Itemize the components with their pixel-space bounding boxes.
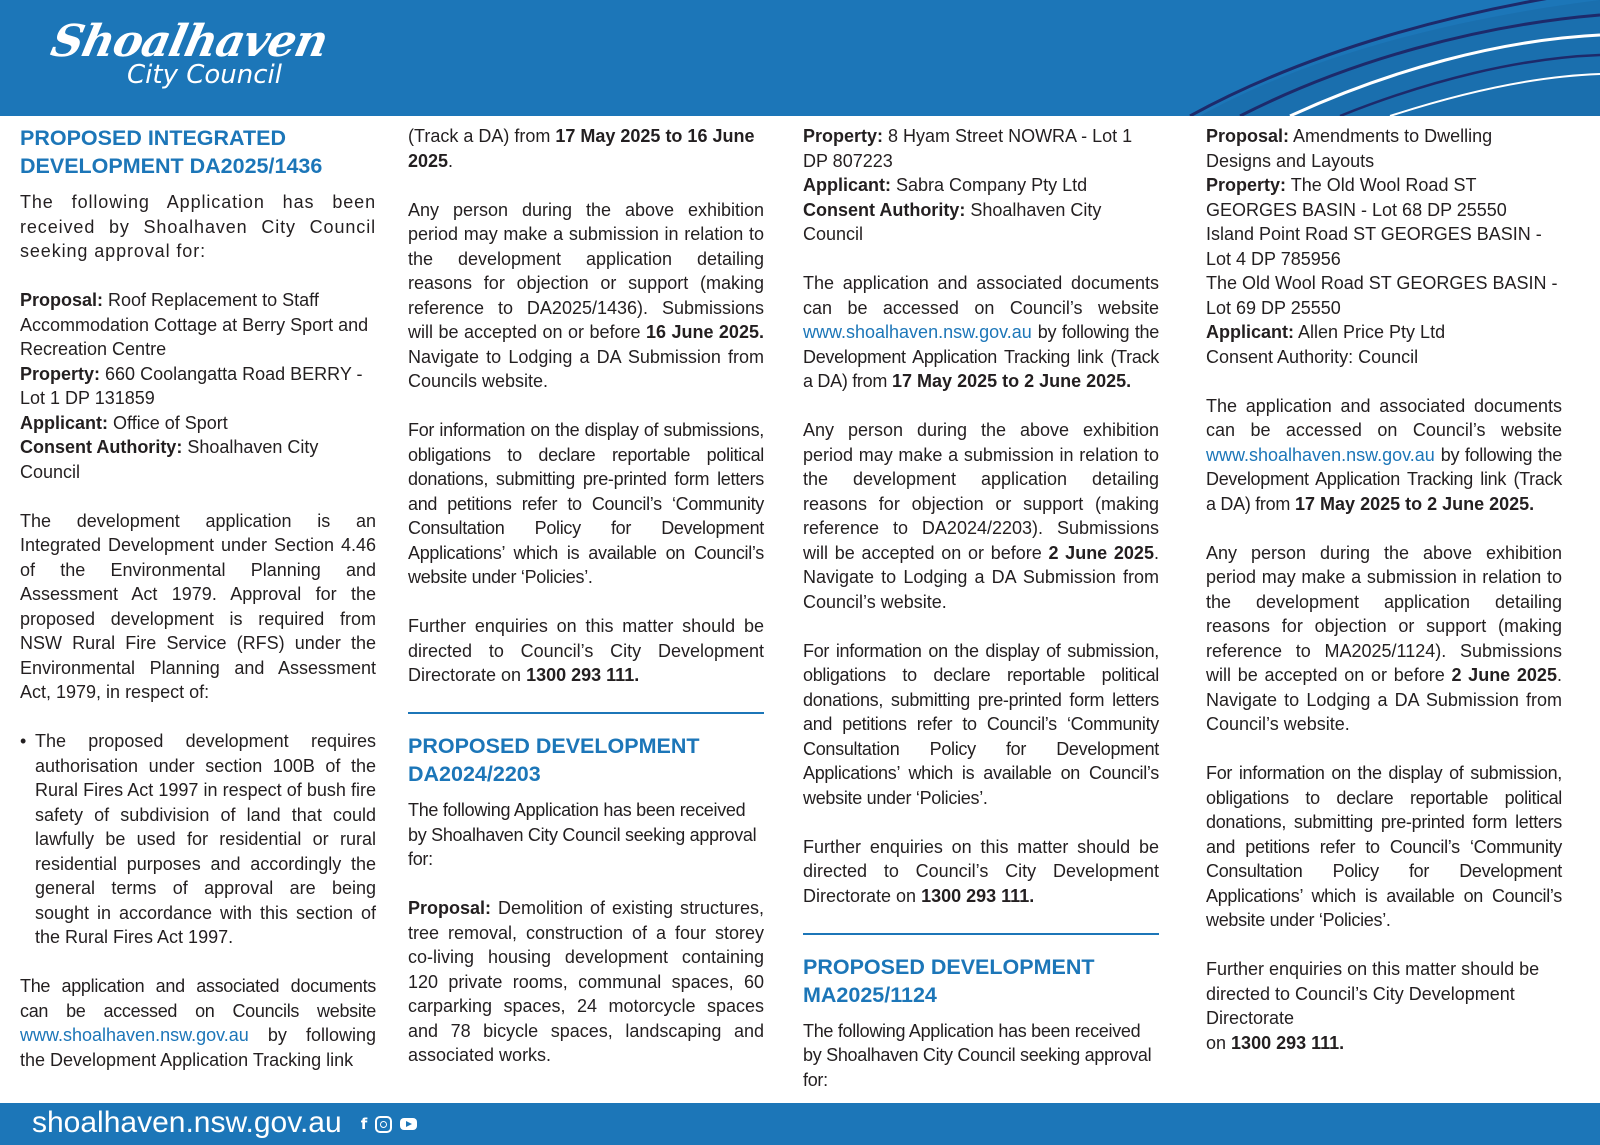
council-website-link[interactable]: www.shoalhaven.nsw.gov.au [803,322,1032,342]
exhibition-dates: 17 May 2025 to 2 June 2025. [1295,493,1535,514]
integrated-development-text: The development application is an Integrated Development under Section 4.46 of the Environmental Planning and Assessment Act 1979. Approval for the proposed development is required from NSW Rural Fire Service (RFS) under the Environmental Planning and Assessment Act, 1979, in respect of: [20,510,376,702]
consent-authority-value: Shoalhaven City Council [803,199,1102,244]
navigate-text: Navigate to Lodging a DA Submission from Councils website. [408,346,764,391]
applicant-value: Allen Price Pty Ltd [1298,322,1446,342]
submission-text: Any person during the above exhibition period may make a submission in relation to the development application detailing reasons for objection or support (making reference to DA2025/1436). Submissions will be accepted on or before 16 June 2025. Navigate to Lodging a DA Submission from Councils website. [408,199,764,391]
enquiries-text: Further enquiries on this matter should be directed to Council’s City Development Directorate on 1300 293 111. [803,836,1159,906]
submission-text: Any person during the above exhibition period may make a submission in relation to the development application detailing reasons for objection or support (making reference to MA2025/1124). Submissions will be accepted on or before 2 June 2025. Navigate to Lodging a DA Submission from Council’s website. [1206,542,1562,734]
submission-date: 2 June 2025 [1451,665,1557,685]
proposal-value: Amendments to Dwelling Designs and Layouts [1206,126,1493,171]
phone-number: 1300 293 111. [1231,1032,1345,1053]
property-label: Property: [803,126,884,146]
council-logo[interactable] [46,16,332,90]
exhibition-dates: 17 May 2025 to 16 June 2025 [408,126,755,171]
footer-bar [0,1103,1600,1145]
section-divider [408,712,764,714]
applicant-label: Applicant: [20,412,108,433]
property-value-2: Island Point Road ST GEORGES BASIN - Lot 4 DP 785956 [1206,224,1542,269]
property-value: 660 Coolangatta Road BERRY - Lot 1 DP 131859 [20,363,363,408]
exhibition-dates: 17 May 2025 to 2 June 2025. [892,371,1132,391]
council-website-link[interactable]: www.shoalhaven.nsw.gov.au [20,1025,249,1045]
phone-number: 1300 293 111. [921,885,1035,906]
instagram-icon[interactable] [375,1116,392,1133]
access-documents-text: The application and associated documents can be accessed on Council’s website www.shoalhaven.nsw.gov.au by following the Development Application Tracking link (Track a DA) from 17 May 2025 to 2 June 2025. [803,273,1159,391]
proposal-value: Roof Replacement to Staff Accommodation Cottage at Berry Sport and Recreation Centre [20,290,369,359]
property-value-3: The Old Wool Road ST GEORGES BASIN - Lot 69 DP 25550 [1206,273,1558,318]
application-details [20,288,376,484]
proposal-label-2: Proposal: [408,898,492,918]
submission-text: Any person during the above exhibition period may make a submission in relation to the development application detailing reasons for objection or support (making reference to DA2024/2203). Submissions will be accepted on or before 2 June 2025. Navigate to Lodging a DA Submission from Council’s website. [803,420,1159,612]
heading-da2025-1436: PROPOSED INTEGRATED DEVELOPMENT DA2025/1436 [20,126,323,178]
footer-website-link[interactable]: shoalhaven.nsw.gov.au [32,1106,342,1139]
property-value-1: The Old Wool Road ST GEORGES BASIN - Lot 68 DP 25550 [1206,175,1507,220]
intro-text-3: The following Application has been received by Shoalhaven City Council seeking approval for: [803,1020,1152,1090]
access-documents-text: The application and associated documents can be accessed on Council’s website www.shoalhaven.nsw.gov.au by following the Development Application Tracking link (Track a DA) from 17 May 2025 to 2 June 2025. [1206,395,1562,514]
facebook-icon[interactable]: f [360,1115,368,1133]
section-divider [803,933,1159,935]
logo-subtitle: City Council [127,60,282,90]
bullet-list [20,729,376,950]
council-website-link[interactable]: www.shoalhaven.nsw.gov.au [1206,444,1435,465]
header-swoosh-graphic [1180,0,1600,116]
applicant-label: Applicant: [1206,322,1294,342]
column-3 [803,124,1159,1117]
applicant-value: Office of Sport [113,412,228,433]
property-value: 8 Hyam Street NOWRA - Lot 1 DP 807223 [803,126,1133,171]
tracking-continuation-text: (Track a DA) from 17 May 2025 to 16 June 2025. [408,126,755,171]
info-policy-text: For information on the display of submissions, obligations to declare reportable political donations, submitting pre-printed form letters and petitions refer to Council’s ‘Community Consultation Policy for Development Applications’ which is available on Council’s website under ‘Policies’. [408,420,764,587]
header-banner [0,0,1600,116]
proposal-details-2 [408,896,764,1068]
enquiries-text: Further enquiries on this matter should be directed to Council’s City Development Directorate on 1300 293 111. [408,616,764,685]
applicant-label: Applicant: [803,175,891,195]
column-4 [1206,124,1562,1080]
info-policy-text: For information on the display of submission, obligations to declare reportable political donations, submitting pre-printed form letters and petitions refer to Council’s ‘Community Consultation Policy for Development Applications’ which is available on Council’s website under ‘Policies’. [803,640,1159,808]
heading-da2024-2203: PROPOSED DEVELOPMENT DA2024/2203 [408,734,700,786]
navigate-text: Navigate to Lodging a DA Submission from Council’s website. [803,567,1159,612]
rfs-bullet-item: • The proposed development requires authorisation under section 100B of the Rural Fires Act 1997 in respect of bush fire safety of subdivision of land that could lawfully be used for residential or rural residential purposes and accordingly the general terms of approval are being sought in accordance with this section of the Rural Fires Act 1997. [35,729,376,950]
application-details-2 [803,124,1159,247]
column-2 [408,124,764,1092]
submission-date: 16 June 2025. [645,322,764,342]
consent-authority-label: Consent Authority: [20,437,183,457]
property-label: Property: [20,363,101,384]
access-documents-text: The application and associated documents can be accessed on Councils website www.shoalhaven.nsw.gov.au by following the Development Application Tracking link [20,976,376,1070]
applicant-value: Sabra Company Pty Ltd [896,175,1088,195]
phone-number: 1300 293 111. [526,665,640,685]
application-details-3 [1206,124,1562,369]
consent-authority-text: Consent Authority: Council [1206,346,1419,367]
proposal-value-2: Demolition of existing structures, tree removal, construction of a four storey co-living housing development containing 120 private rooms, communal spaces, 60 carparking spaces, 24 motorcycle spaces and 78 bicycle spaces, landscaping and associated works. [408,898,764,1065]
consent-authority-value: Shoalhaven City Council [20,437,319,482]
navigate-text: Navigate to Lodging a DA Submission from Council’s website. [1206,689,1562,734]
intro-text-2: The following Application has been received by Shoalhaven City Council seeking approval for: [408,800,757,869]
logo-script-text: Shoalhaven [46,16,332,67]
proposal-label: Proposal: [1206,126,1290,146]
proposal-label: Proposal: [20,290,104,310]
info-policy-text: For information on the display of submission, obligations to declare reportable political donations, submitting pre-printed form letters and petitions refer to Council’s ‘Community Consultation Policy for Development Applications’ which is available on Council’s website under ‘Policies’. [1206,763,1562,930]
column-1 [20,124,376,1097]
submission-date: 2 June 2025 [1048,542,1154,563]
consent-authority-label: Consent Authority: [803,199,966,220]
youtube-icon[interactable] [400,1118,417,1130]
enquiries-text: Further enquiries on this matter should be directed to Council’s City Development Directorate on 1300 293 111. [1206,959,1540,1053]
intro-text: The following Application has been received by Shoalhaven City Council seeking approval for: [20,192,376,261]
heading-ma2025-1124: PROPOSED DEVELOPMENT MA2025/1124 [803,954,1095,1007]
property-label: Property: [1206,175,1287,195]
